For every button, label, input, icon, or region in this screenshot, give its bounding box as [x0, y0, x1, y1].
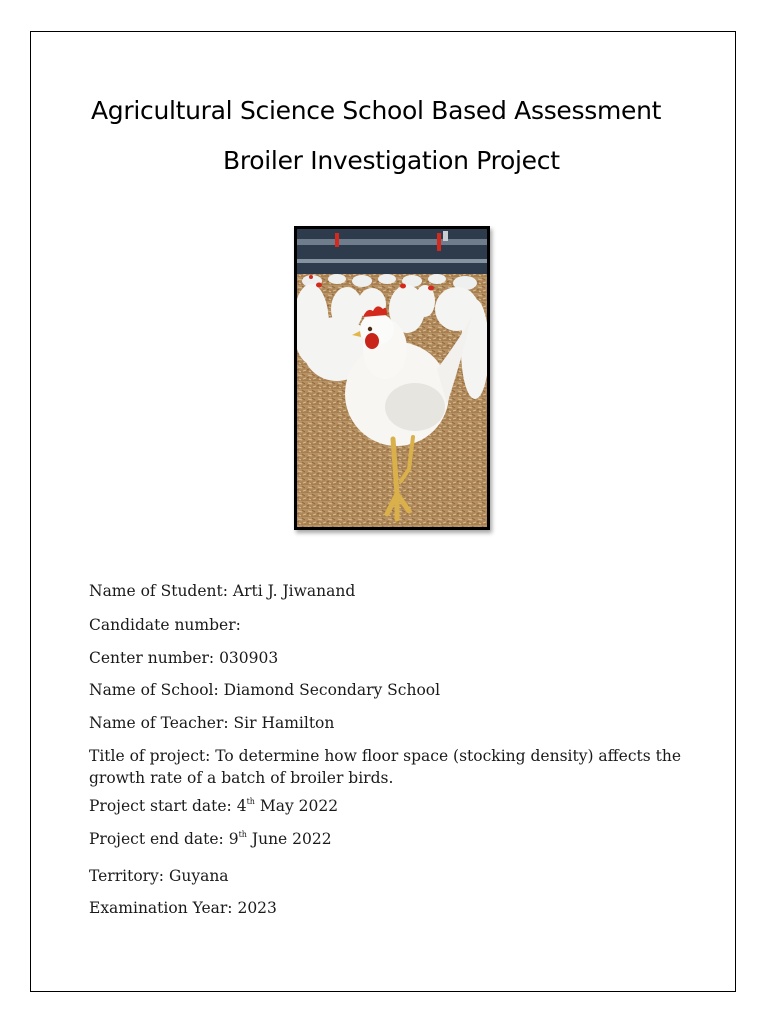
end-date-text: Project end date: 9 [89, 830, 239, 848]
teacher-name: Name of Teacher: Sir Hamilton [89, 714, 335, 732]
school-name: Name of School: Diamond Secondary School [89, 681, 441, 699]
project-title: Title of project: To determine how floor space (stocking density) affects the growth rate of a batch of broiler birds. [89, 747, 682, 787]
end-date-ordinal: th [238, 830, 247, 839]
broiler-photo [294, 226, 490, 530]
center-number: Center number: 030903 [89, 649, 279, 667]
start-date-text: Project start date: 4 [89, 797, 247, 815]
start-date-ordinal: th [246, 797, 255, 806]
document-subtitle: Broiler Investigation Project [223, 146, 560, 175]
project-start-date [89, 797, 338, 815]
candidate-number: Candidate number: [89, 616, 241, 634]
document-title: Agricultural Science School Based Assessment [91, 96, 662, 125]
end-date-month: June 2022 [246, 830, 332, 848]
examination-year: Examination Year: 2023 [89, 899, 277, 917]
project-end-date [89, 830, 332, 848]
territory: Territory: Guyana [89, 867, 229, 885]
start-date-month: May 2022 [254, 797, 339, 815]
student-name: Name of Student: Arti J. Jiwanand [89, 582, 356, 600]
